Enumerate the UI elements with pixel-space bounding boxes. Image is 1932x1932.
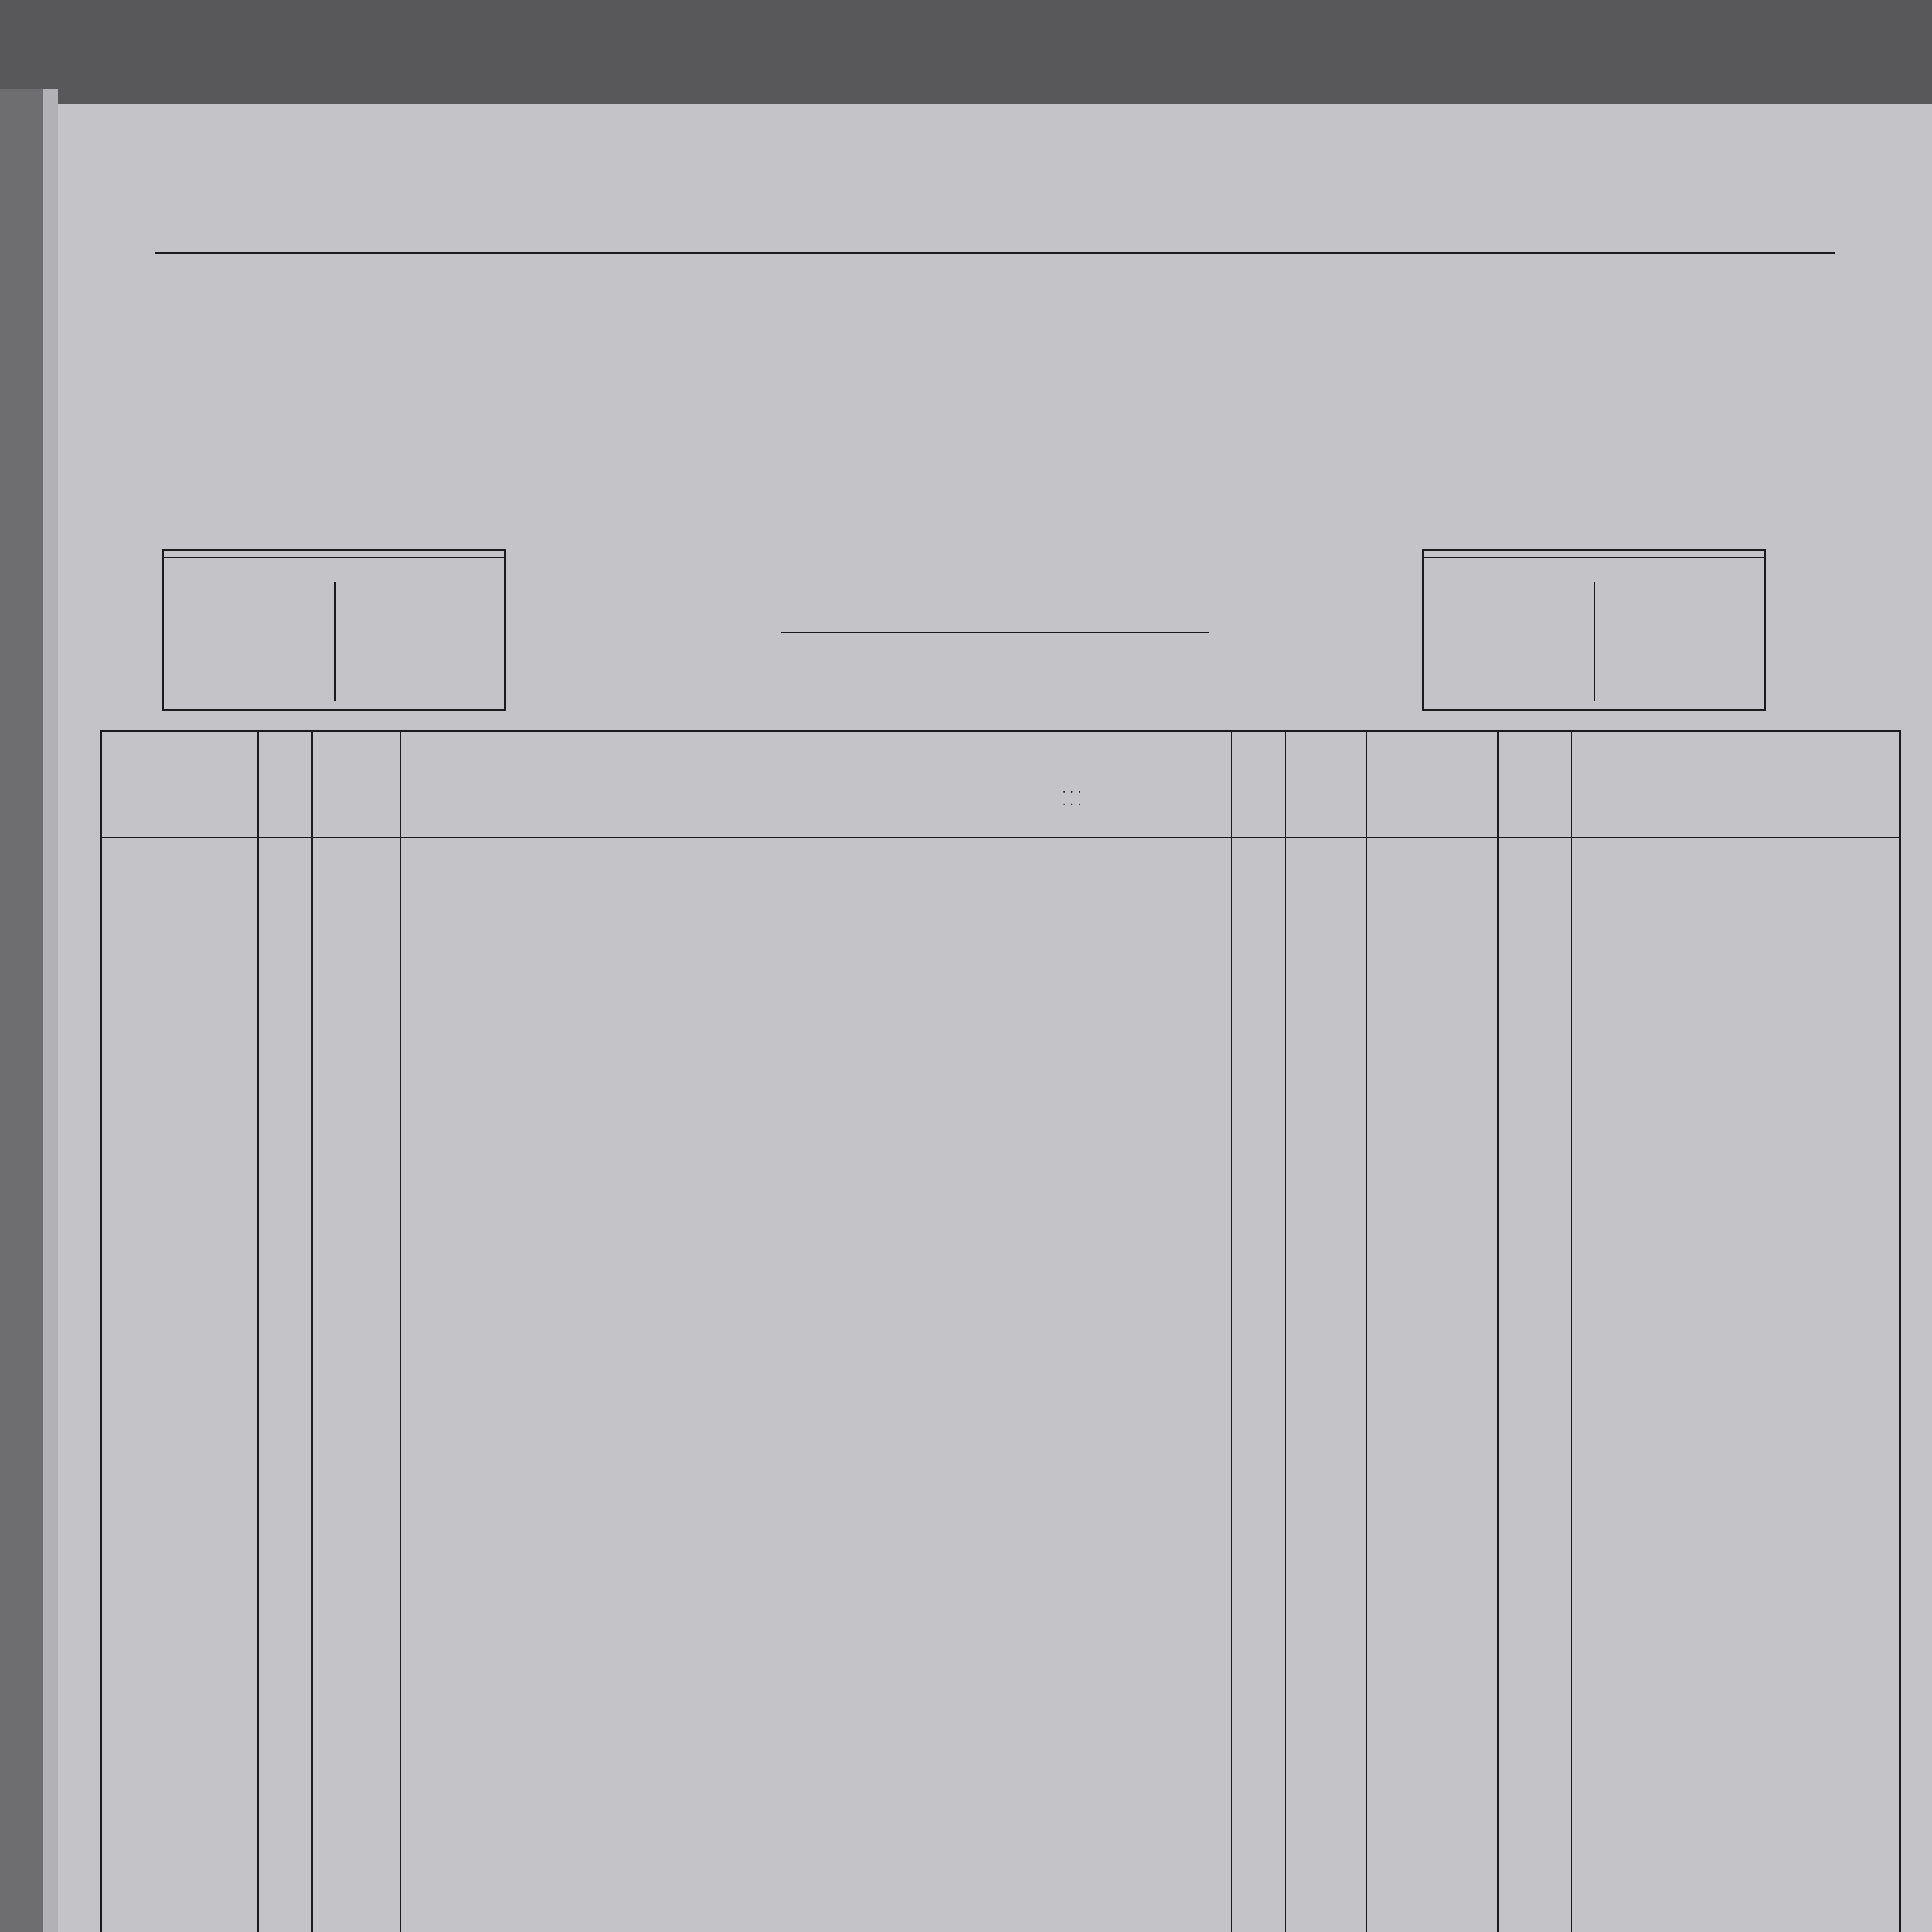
divider [334,582,336,701]
adjacent-page-edge [0,89,58,1932]
subscription-heading [164,551,504,558]
telephone-underline [781,632,1209,633]
divider [1594,582,1595,701]
top-rule [155,252,1835,254]
subscription-box-left [162,549,506,711]
subscription-heading [1424,551,1764,558]
dateline [155,220,1835,255]
quotation-table [100,730,1901,1932]
header-cours-sub: · · · · · · [1062,786,1082,811]
newspaper-page [58,104,1932,1932]
subscription-box-right [1422,549,1766,711]
